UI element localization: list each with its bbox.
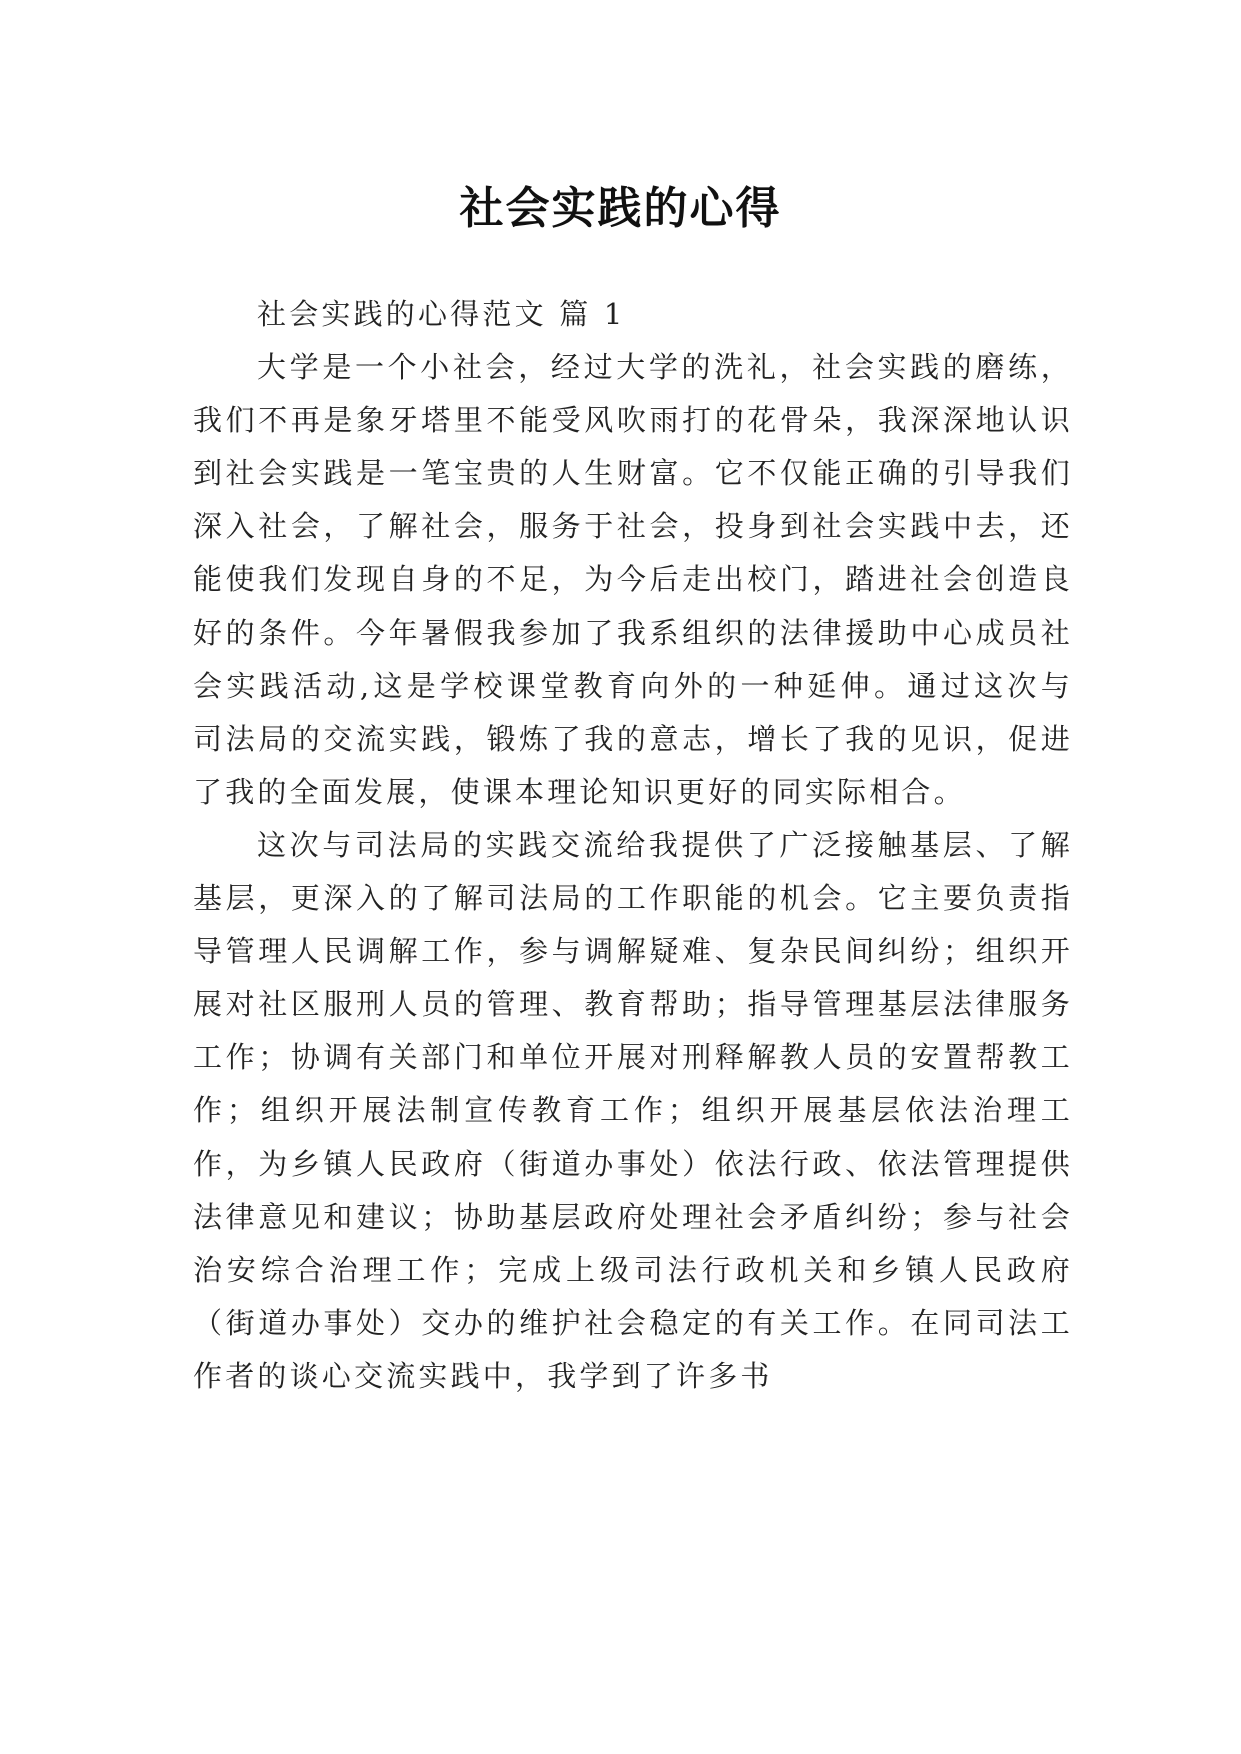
paragraph: 这次与司法局的实践交流给我提供了广泛接触基层、了解基层，更深入的了解司法局的工作职能的机会。它主要负责指导管理人民调解工作，参与调解疑难、复杂民间纠纷；组织开展对社区服刑人员的管理、教育帮助；指导管理基层法律服务工作；协调有关部门和单位开展对刑释解教人员的安置帮教工作；组织开展法制宣传教育工作；组织开展基层依法治理工作，为乡镇人民政府（街道办事处）依法行政、依法管理提供法律意见和建议；协助基层政府处理社会矛盾纠纷；参与社会治安综合治理工作；完成上级司法行政机关和乡镇人民政府（街道办事处）交办的维护社会稳定的有关工作。在同司法工作者的谈心交流实践中，我学到了许多书 xyxy=(193,827,1073,1393)
document-body xyxy=(193,288,1073,1403)
paragraph: 大学是一个小社会，经过大学的洗礼，社会实践的磨练，我们不再是象牙塔里不能受风吹雨打的花骨朵，我深深地认识到社会实践是一笔宝贵的人生财富。它不仅能正确的引导我们深入社会，了解社会，服务于社会，投身到社会实践中去，还能使我们发现自身的不足，为今后走出校门，踏进社会创造良好的条件。今年暑假我参加了我系组织的法律援助中心成员社会实践活动,这是学校课堂教育向外的一种延伸。通过这次与司法局的交流实践，锻炼了我的意志，增长了我的见识，促进了我的全面发展，使课本理论知识更好的同实际相合。 xyxy=(193,350,1073,809)
document-title: 社会实践的心得 xyxy=(459,183,782,235)
section-heading: 社会实践的心得范文 篇 1 xyxy=(257,297,626,331)
